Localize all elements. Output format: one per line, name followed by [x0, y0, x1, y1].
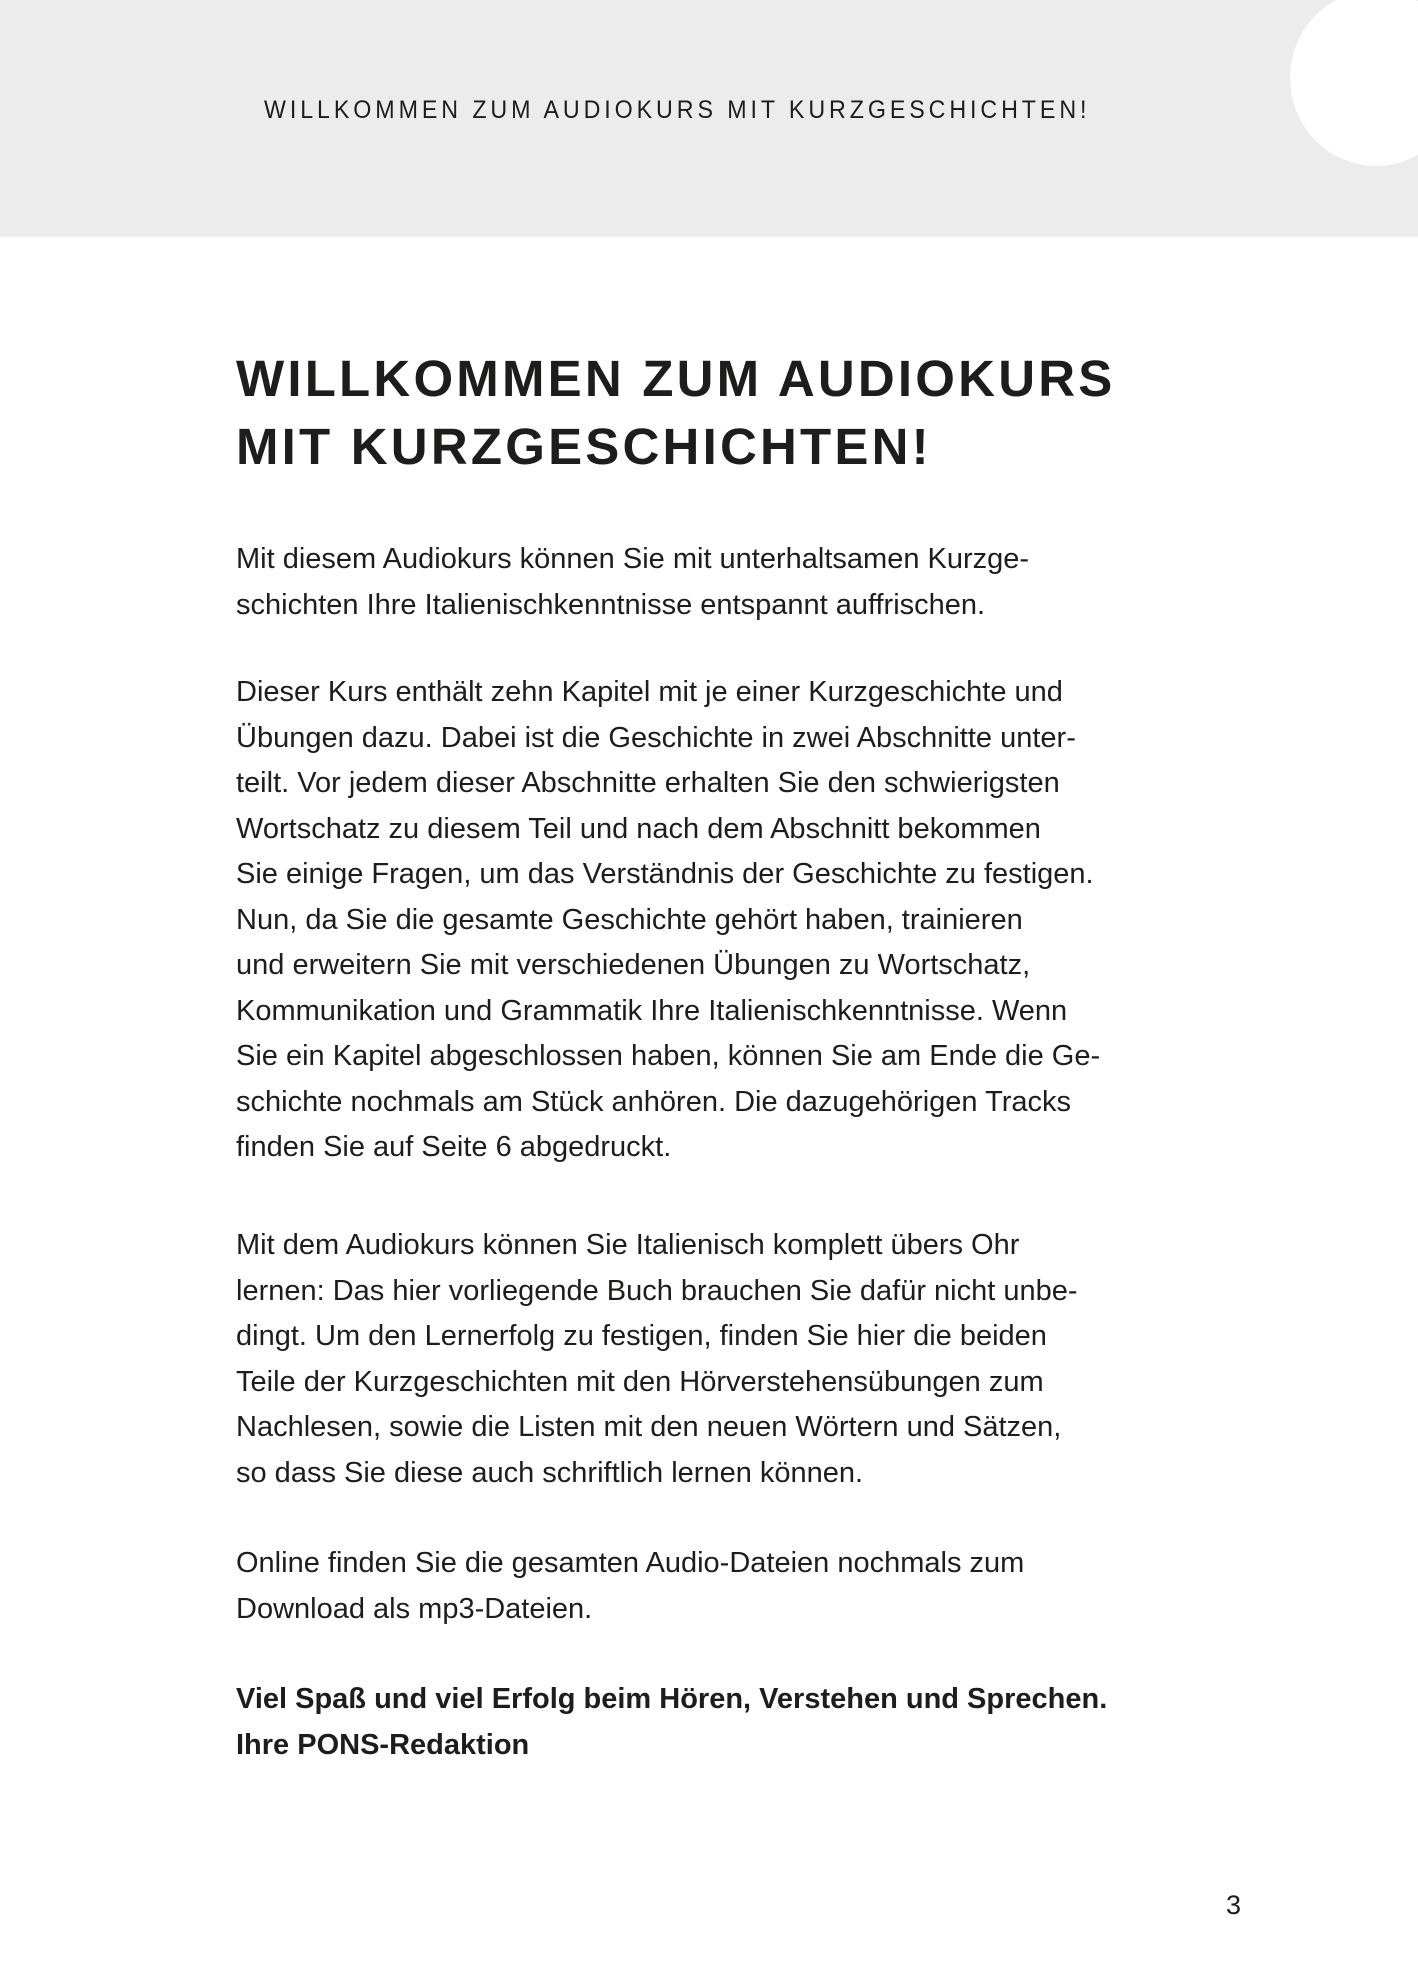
page-number: 3	[1226, 1890, 1242, 1920]
page-title	[236, 345, 1115, 481]
header-band	[0, 0, 1418, 237]
text-line: finden Sie auf Seite 6 abgedruckt.	[236, 1131, 672, 1163]
text-line: Download als mp3-Dateien.	[236, 1592, 593, 1625]
signature-line: Ihre PONS-Redaktion	[236, 1728, 530, 1761]
text-line: teilt. Vor jedem dieser Abschnitte erhalten Sie den schwierigsten	[236, 767, 1060, 799]
paragraph-online-download	[236, 1541, 1236, 1632]
running-head: WILLKOMMEN ZUM AUDIOKURS MIT KURZGESCHICHTEN!	[264, 96, 1091, 124]
text-line: schichte nochmals am Stück anhören. Die dazugehörigen Tracks	[236, 1085, 1071, 1118]
page-title-line: MIT KURZGESCHICHTEN!	[236, 418, 932, 475]
text-line: Übungen dazu. Dabei ist die Geschichte in zwei Abschnitte unter-	[236, 721, 1076, 754]
text-line: Mit dem Audiokurs können Sie Italienisch komplett übers Ohr	[236, 1229, 1020, 1261]
text-line: und erweitern Sie mit verschiedenen Übungen zu Wortschatz,	[236, 949, 1031, 981]
text-line: Online finden Sie die gesamten Audio-Dateien nochmals zum	[236, 1547, 1025, 1579]
text-line: Dieser Kurs enthält zehn Kapitel mit je einer Kurzgeschichte und	[236, 676, 1063, 708]
text-line: Nachlesen, sowie die Listen mit den neuen Wörtern und Sätzen,	[236, 1411, 1062, 1443]
text-line: Sie einige Fragen, um das Verständnis der Geschichte zu festigen.	[236, 858, 1094, 890]
text-line: schichten Ihre Italienischkenntnisse entspannt auffrischen.	[236, 588, 986, 621]
text-line: lernen: Das hier vorliegende Buch brauchen Sie dafür nicht unbe-	[236, 1274, 1078, 1307]
text-line: dingt. Um den Lernerfolg zu festigen, finden Sie hier die beiden	[236, 1320, 1047, 1352]
text-line: Mit diesem Audiokurs können Sie mit unterhaltsamen Kurzge-	[236, 543, 1030, 575]
text-line: Wortschatz zu diesem Teil und nach dem Abschnitt bekommen	[236, 812, 1041, 845]
text-line: so dass Sie diese auch schriftlich lernen können.	[236, 1456, 864, 1489]
paragraph-intro	[236, 537, 1236, 628]
decorative-circle	[1290, 0, 1418, 166]
text-line: Nun, da Sie die gesamte Geschichte gehört haben, trainieren	[236, 903, 1023, 936]
paragraph-course-structure	[236, 670, 1236, 1171]
closing-signature	[236, 1677, 1236, 1768]
text-line: Sie ein Kapitel abgeschlossen haben, können Sie am Ende die Ge-	[236, 1040, 1101, 1072]
closing-line: Viel Spaß und viel Erfolg beim Hören, Verstehen und Sprechen.	[236, 1683, 1108, 1715]
page-title-line: WILLKOMMEN ZUM AUDIOKURS	[236, 350, 1116, 407]
text-line: Teile der Kurzgeschichten mit den Hörverstehensübungen zum	[236, 1365, 1044, 1398]
paragraph-audio-learning	[236, 1223, 1236, 1496]
text-line: Kommunikation und Grammatik Ihre Italienischkenntnisse. Wenn	[236, 994, 1068, 1027]
